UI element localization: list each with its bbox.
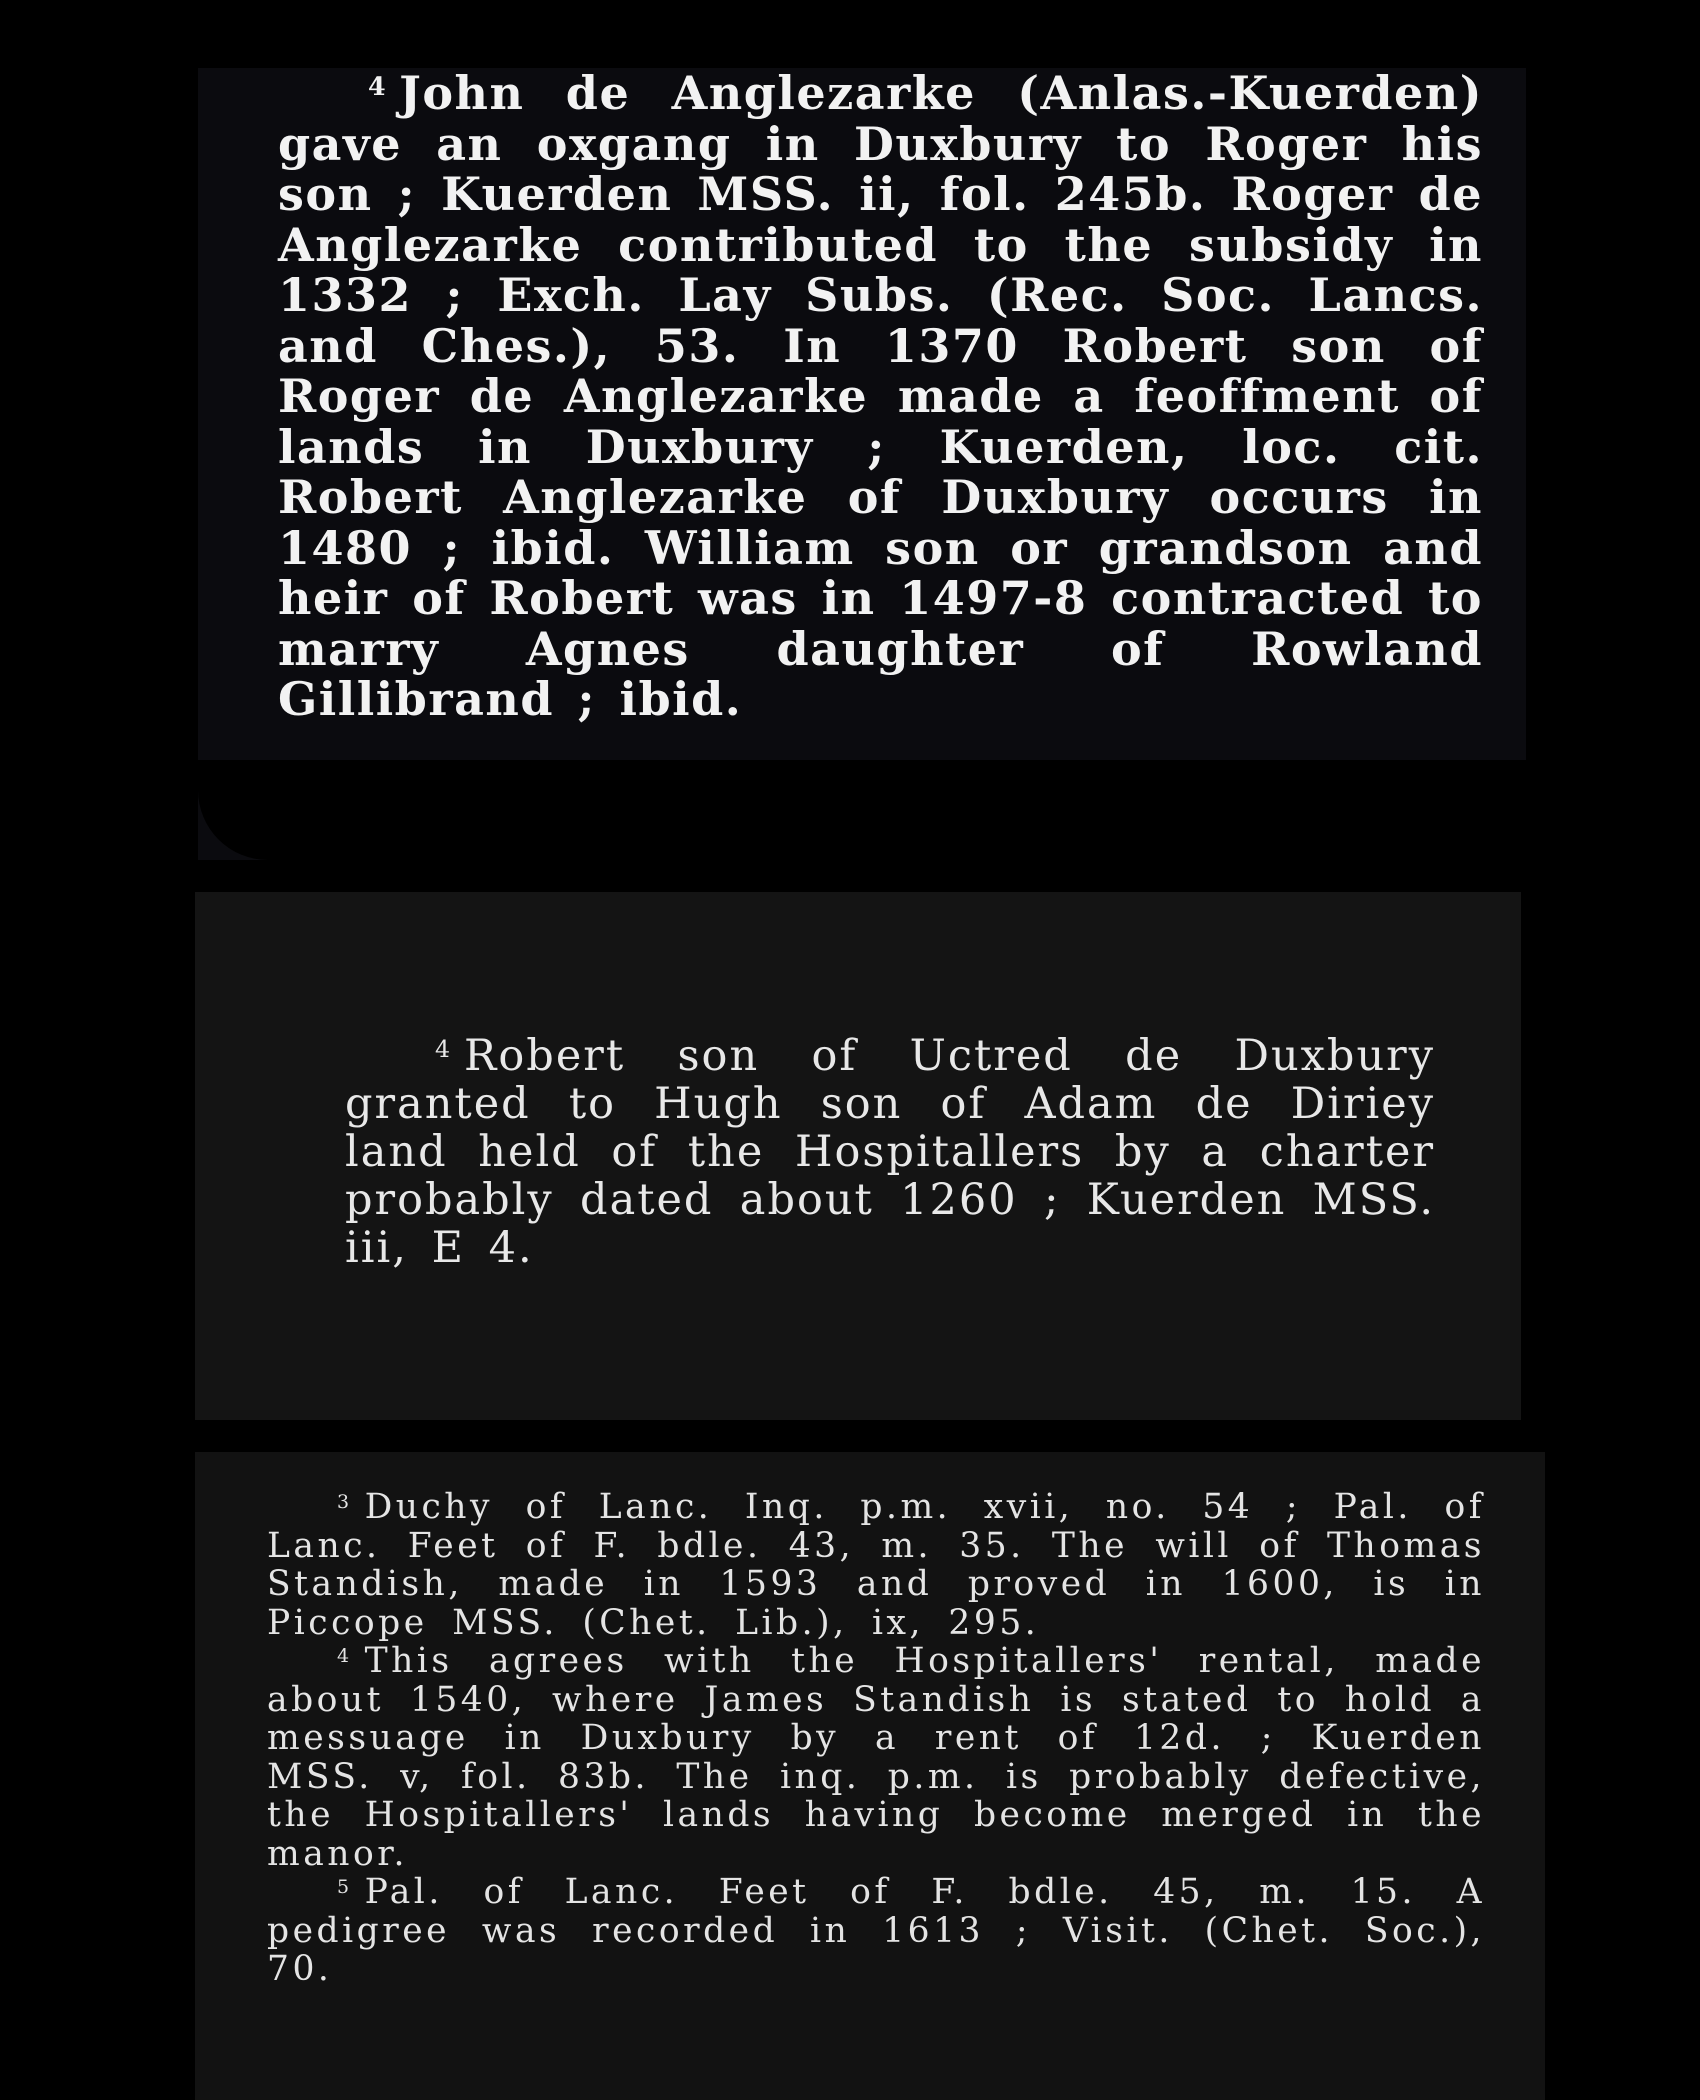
footnote-paragraph [278, 68, 1483, 725]
footnote-text-block [278, 68, 1483, 725]
footnote-text: Duchy of Lanc. Inq. p.m. xvii, no. 54 ; Pal. of Lanc. Feet of F. bdle. 43, m. 35. The will of Thomas Standish, made in 1593 and proved in 1600, is in Piccope MSS. (Chet. Lib.), ix, 295. [267, 1487, 1485, 1643]
footnote-text: This agrees with the Hospitallers' rental, made about 1540, where James Standish is stated to hold a messuage in Duxbury by a rent of 12d. ; Kuerden MSS. v, fol. 83b. The inq. p.m. is probably defective, the Hospitallers' lands having become merged in the manor. [267, 1641, 1485, 1874]
footnote-marker: 4 [435, 1035, 453, 1063]
footnote-paragraph [267, 1642, 1485, 1873]
footnote-text: Pal. of Lanc. Feet of F. bdle. 45, m. 15. A pedigree was recorded in 1613 ; Visit. (Chet. Soc.), 70. [267, 1872, 1485, 1989]
footnote-clipping-2 [195, 892, 1521, 1420]
footnote-text: Robert son of Uctred de Duxbury granted to Hugh son of Adam de Diriey land held of the Hospitallers by a charter probably dated about 1260 ; Kuerden MSS. iii, E 4. [345, 1031, 1435, 1273]
footnote-paragraph [267, 1873, 1485, 1989]
footnote-clipping-1 [198, 68, 1526, 860]
footnote-marker: 4 [368, 71, 388, 102]
footnote-paragraph [345, 1032, 1435, 1272]
footnote-text: John de Anglezarke (Anlas.-Kuerden) gave an oxgang in Duxbury to Roger his son ; Kuerden MSS. ii, fol. 245b. Roger de Anglezarke contributed to the subsidy in 1332 ; Exch. Lay Subs. (Rec. Soc. Lancs. and Ches.), 53. In 1370 Robert son of Roger de Anglezarke made a feoffment of lands in Duxbury ; Kuerden, loc. cit. Robert Anglezarke of Duxbury occurs in 1480 ; ibid. William son or grandson and heir of Robert was in 1497-8 contracted to marry Agnes daughter of Rowland Gillibrand ; ibid. [278, 66, 1483, 726]
footnote-text-block [345, 1032, 1435, 1272]
footnote-text-block [267, 1488, 1485, 1989]
scan-shadow [198, 760, 1526, 860]
footnote-clipping-3 [195, 1452, 1545, 2100]
footnote-marker: 4 [337, 1644, 353, 1667]
footnote-paragraph [267, 1488, 1485, 1642]
footnote-marker: 5 [337, 1875, 353, 1898]
footnote-marker: 3 [337, 1490, 353, 1513]
